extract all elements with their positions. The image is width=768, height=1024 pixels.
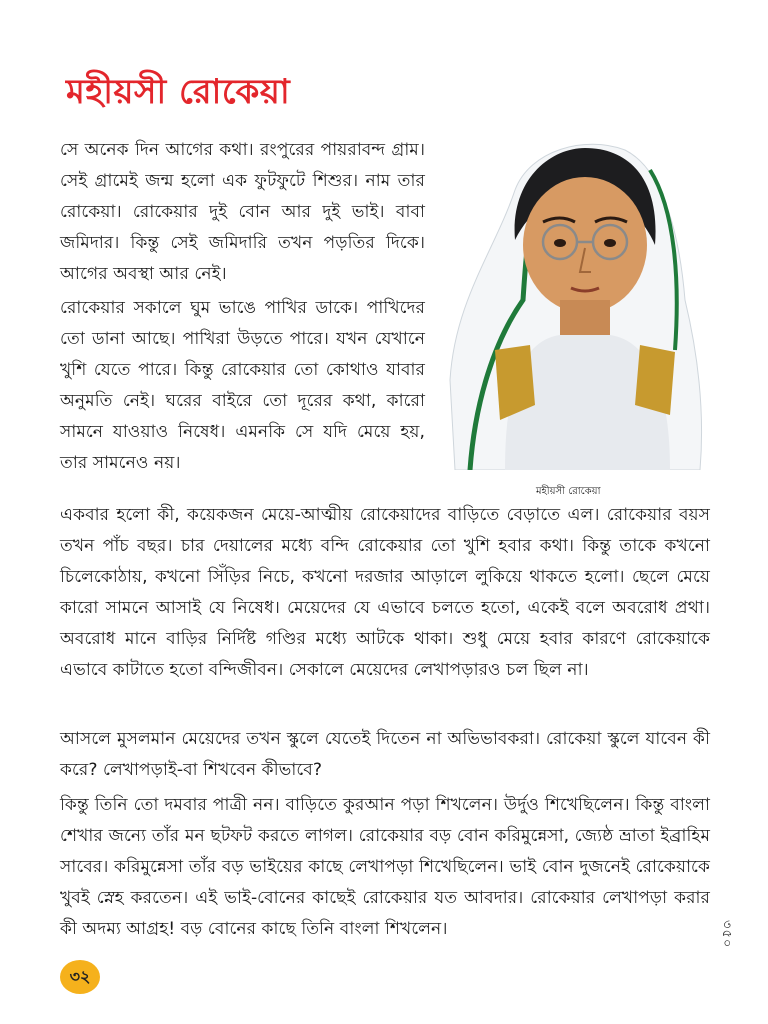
portrait-illustration [435, 130, 705, 470]
side-code: ৩৫০ [719, 920, 734, 949]
paragraph-1: সে অনেক দিন আগের কথা। রংপুরের পায়রাবন্দ গ্রাম। সেই গ্রামেই জন্ম হলো এক ফুটফুটে শিশুর। নাম তার রোকেয়া। রোকেয়ার দুই বোন আর দুই ভাই। বাবা জমিদার। কিন্তু সেই জমিদারি তখন পড়তির দিকে। আগের অবস্থা আর নেই। [60, 140, 425, 284]
portrait-svg [435, 130, 705, 470]
page-number-badge: ৩২ [60, 960, 100, 994]
paragraph-4: আসলে মুসলমান মেয়েদের তখন স্কুলে যেতেই দিতেন না অভিভাবকরা। রোকেয়া স্কুলে যাবেন কী করে? লেখাপড়াই-বা শিখবেন কীভাবে? [60, 729, 710, 780]
paragraph-3: একবার হলো কী, কয়েকজন মেয়ে-আত্মীয় রোকেয়াদের বাড়িতে বেড়াতে এল। রোকেয়ার বয়স তখন পাঁচ বছর। চার দেয়ালের মধ্যে বন্দি রোকেয়ার তো খুশি হবার কথা। কিন্তু তাকে কখনো চিলেকোঠায়, কখনো সিঁড়ির নিচে, কখনো দরজার আড়ালে লুকিয়ে থাকতে হলো। ছেলে মেয়ে কারো সামনে আসাই যে নিষেধ। মেয়েদের যে এভাবে চলতে হতো, একেই বলে অবরোধ প্রথা। অবরোধ মানে বাড়ির নির্দিষ্ট গণ্ডির মধ্যে আটকে থাকা। শুধু মেয়ে হবার কারণে রোকেয়াকে এভাবে কাটাতে হতো বন্দিজীবন। সেকালে মেয়েদের লেখাপড়ারও চল ছিল না। [60, 505, 710, 680]
image-caption: মহীয়সী রোকেয়া [536, 486, 601, 497]
paragraph-2: রোকেয়ার সকালে ঘুম ভাঙে পাখির ডাকে। পাখিদের তো ডানা আছে। পাখিরা উড়তে পারে। যখন যেখানে খুশি যেতে পারে। কিন্তু রোকেয়ার তো কোথাও যাবার অনুমতি নেই। ঘরের বাইরে তো দূরের কথা, কারো সামনে যাওয়াও নিষেধ। এমনকি সে যদি মেয়ে হয়, তার সামনেও নয়। [60, 298, 425, 473]
page-title: মহীয়সী রোকেয়া [66, 72, 291, 112]
paragraph-5: কিন্তু তিনি তো দমবার পাত্রী নন। বাড়িতে কুরআন পড়া শিখলেন। উর্দুও শিখেছিলেন। কিন্তু বাংলা শেখার জন্যে তাঁর মন ছটফট করতে লাগল। রোকেয়ার বড় বোন করিমুন্নেসা, জ্যেষ্ঠ ভ্রাতা ইব্রাহিম সাবের। করিমুন্নেসা তাঁর বড় ভাইয়ের কাছে লেখাপড়া শিখেছিলেন। ভাই বোন দুজনেই রোকেয়াকে খুবই স্নেহ করতেন। এই ভাই-বোনের কাছেই রোকেয়ার যত আবদার। রোকেয়ার লেখাপড়া করার কী অদম্য আগ্রহ! বড় বোনের কাছে তিনি বাংলা শিখলেন। [60, 795, 710, 939]
